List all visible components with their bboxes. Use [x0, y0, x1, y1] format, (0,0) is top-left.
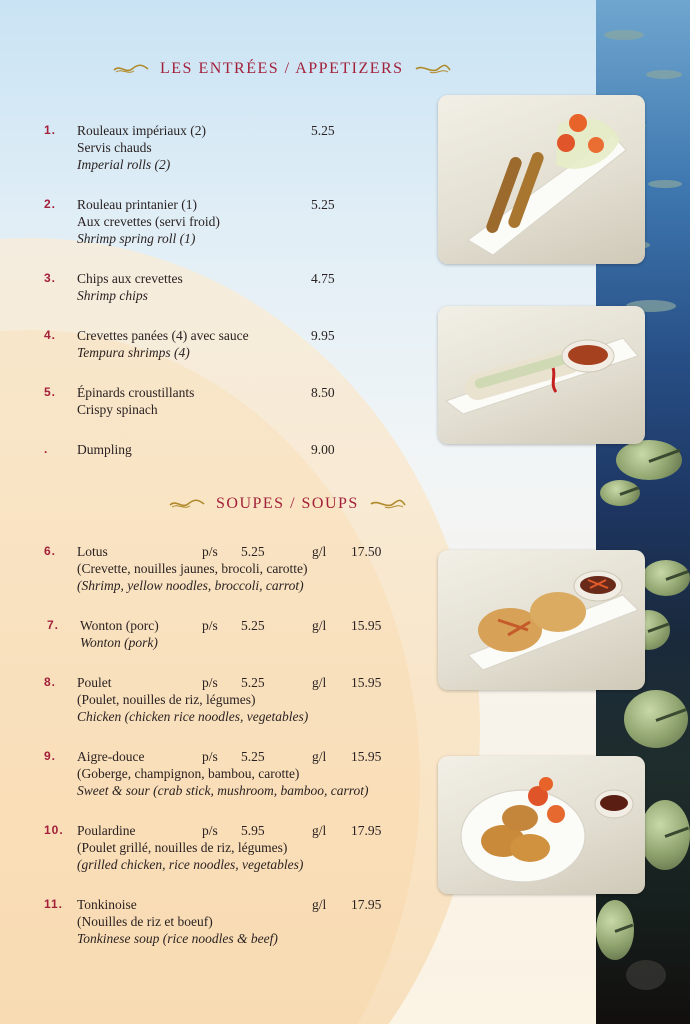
- spring-roll-plate-illustration: [438, 306, 645, 444]
- item-number: 6.: [44, 544, 57, 558]
- item-name: Lotus: [77, 544, 108, 559]
- item-number: 2.: [44, 197, 57, 211]
- small-size-label: p/s: [202, 749, 218, 764]
- large-size-price: 15.95: [351, 749, 382, 764]
- item-english: Wonton (pork): [80, 635, 158, 650]
- item-name: Épinards croustillants: [77, 385, 195, 400]
- large-size-price: 15.95: [351, 618, 382, 633]
- dumplings-plate-illustration: [438, 550, 645, 690]
- item-name: Rouleau printanier (1): [77, 197, 197, 212]
- item-english: Shrimp chips: [77, 288, 148, 303]
- item-english: Sweet & sour (crab stick, mushroom, bamboo, carrot): [77, 783, 369, 798]
- small-size-price: 5.25: [241, 749, 265, 764]
- tempura-plate-illustration: [438, 756, 645, 894]
- large-size-label: g/l: [312, 823, 327, 838]
- ornament-swirl-icon: [168, 498, 206, 510]
- item-english: Imperial rolls (2): [77, 157, 171, 172]
- appetizers-heading: [112, 60, 452, 78]
- small-size-price: 5.95: [241, 823, 265, 838]
- large-size-label: g/l: [312, 675, 327, 690]
- item-name: Dumpling: [77, 442, 132, 457]
- item-number: 1.: [44, 123, 57, 137]
- small-size-label: p/s: [202, 618, 218, 633]
- small-size-label: p/s: [202, 544, 218, 559]
- large-size-price: 17.95: [351, 823, 382, 838]
- imperial-rolls-plate-illustration: [438, 95, 645, 264]
- ornament-swirl-icon: [112, 63, 150, 75]
- item-number: 4.: [44, 328, 57, 342]
- item-name: Poulardine: [77, 823, 136, 838]
- ornament-swirl-icon: [369, 498, 407, 510]
- item-price: 9.00: [311, 442, 335, 457]
- item-detail: (Poulet grillé, nouilles de riz, légumes): [77, 840, 288, 855]
- item-price: 5.25: [311, 197, 335, 212]
- item-name: Aigre-douce: [77, 749, 145, 764]
- small-size-price: 5.25: [241, 675, 265, 690]
- item-detail: Aux crevettes (servi froid): [77, 214, 220, 229]
- soups-heading-text: SOUPES / SOUPS: [216, 495, 359, 512]
- large-size-price: 17.50: [351, 544, 382, 559]
- large-size-label: g/l: [312, 749, 327, 764]
- item-english: Chicken (chicken rice noodles, vegetables): [77, 709, 309, 724]
- item-name: Crevettes panées (4) avec sauce: [77, 328, 249, 343]
- item-detail: (Crevette, nouilles jaunes, brocoli, carotte): [77, 561, 308, 576]
- item-number: 7.: [47, 618, 60, 632]
- photo-tempura-shrimps: [438, 756, 645, 894]
- item-price: 4.75: [311, 271, 335, 286]
- item-price: 8.50: [311, 385, 335, 400]
- large-size-label: g/l: [312, 618, 327, 633]
- item-number: 10.: [44, 823, 64, 837]
- item-name: Rouleaux impériaux (2): [77, 123, 206, 138]
- small-size-price: 5.25: [241, 618, 265, 633]
- item-number: 8.: [44, 675, 57, 689]
- item-english: Shrimp spring roll (1): [77, 231, 196, 246]
- large-size-label: g/l: [312, 544, 327, 559]
- item-english: Tempura shrimps (4): [77, 345, 190, 360]
- photo-imperial-rolls: [438, 95, 645, 264]
- ornament-swirl-icon: [414, 63, 452, 75]
- item-english: Tonkinese soup (rice noodles & beef): [77, 931, 278, 946]
- item-detail: (Poulet, nouilles de riz, légumes): [77, 692, 256, 707]
- large-size-price: 17.95: [351, 897, 382, 912]
- soups-heading: [168, 495, 407, 513]
- item-price: 9.95: [311, 328, 335, 343]
- item-number: 11.: [44, 897, 64, 911]
- small-size-label: p/s: [202, 823, 218, 838]
- small-size-price: 5.25: [241, 544, 265, 559]
- large-size-price: 15.95: [351, 675, 382, 690]
- item-number: 9.: [44, 749, 57, 763]
- small-size-label: p/s: [202, 675, 218, 690]
- item-number: 5.: [44, 385, 57, 399]
- photo-dumplings: [438, 550, 645, 690]
- item-number: 3.: [44, 271, 57, 285]
- item-detail: (Nouilles de riz et boeuf): [77, 914, 213, 929]
- item-number: .: [44, 442, 49, 456]
- photo-spring-roll: [438, 306, 645, 444]
- item-name: Chips aux crevettes: [77, 271, 183, 286]
- item-detail: (Goberge, champignon, bambou, carotte): [77, 766, 300, 781]
- item-detail: Crispy spinach: [77, 402, 158, 417]
- item-price: 5.25: [311, 123, 335, 138]
- item-detail: Servis chauds: [77, 140, 152, 155]
- large-size-label: g/l: [312, 897, 327, 912]
- appetizers-heading-text: LES ENTRÉES / APPETIZERS: [160, 60, 404, 77]
- item-name: Poulet: [77, 675, 112, 690]
- item-name: Wonton (porc): [80, 618, 159, 633]
- item-english: (Shrimp, yellow noodles, broccoli, carrot): [77, 578, 304, 593]
- item-name: Tonkinoise: [77, 897, 137, 912]
- item-english: (grilled chicken, rice noodles, vegetables): [77, 857, 304, 872]
